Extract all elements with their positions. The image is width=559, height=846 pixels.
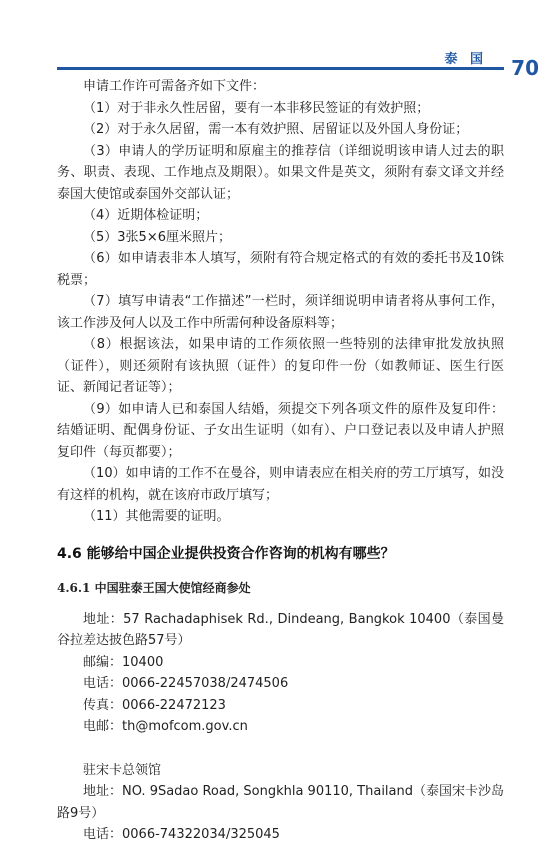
embassy-phone: 电话：0066-22457038/2474506 [83, 676, 289, 691]
embassy-fax: 传真：0066-22472123 [83, 697, 226, 713]
paragraph: （3）申请人的学历证明和原雇主的推荐信（详细说明该申请人过去的职务、职责、表现、工作地点及期限）。如果文件是英文，须附有泰文译文并经泰国大使馆或泰国外交部认证； [57, 143, 504, 202]
paragraph: （8）根据该法，如果申请的工作须依照一些特别的法律审批发放执照（证件），则还须附有该执照（证件）的复印件一份（如教师证、医生行医证、新闻记者证等）； [57, 337, 504, 395]
page-number: 70 [511, 56, 539, 80]
paragraph: （1）对于非永久性居留，要有一本非移民签证的有效护照； [83, 100, 430, 116]
paragraph: （10）如申请的工作不在曼谷，则申请表应在相关府的劳工厅填写，如没有这样的机构，就在该府市政厅填写； [57, 466, 504, 503]
subsection-heading: 4.6.1 中国驻泰王国大使馆经商参处 [57, 580, 251, 595]
paragraph: （9）如申请人已和泰国人结婚，须提交下列各项文件的原件及复印件：结婚证明、配偶身份证、子女出生证明（如有）、户口登记表以及申请人护照复印件（每页都要）； [57, 401, 504, 460]
embassy-email: 电邮：th@mofcom.gov.cn [83, 719, 248, 734]
page-body [57, 70, 504, 846]
paragraph: （7）填写申请表“工作描述”一栏时，须详细说明申请者将从事何工作，该工作涉及何人以及工作中所需何种设备原料等； [57, 294, 504, 331]
paragraph: 申请工作许可需备齐如下文件： [83, 79, 266, 94]
consulate-address: 地址：NO. 9Sadao Road, Songkhla 90110, Thailand（泰国宋卡沙岛路9号） [57, 784, 504, 821]
consulate-name: 驻宋卡总领馆 [83, 762, 162, 778]
paragraph: （11）其他需要的证明。 [83, 509, 230, 524]
embassy-postcode: 邮编：10400 [83, 654, 164, 670]
running-header-title: 泰 国 [444, 52, 487, 67]
block-spacer [57, 738, 504, 760]
consulate-phone: 电话：0066-74322034/325045 [83, 827, 280, 842]
section-heading: 4.6 能够给中国企业提供投资合作咨询的机构有哪些？ [57, 545, 395, 562]
paragraph: （5）3张5×6厘米照片； [83, 229, 231, 245]
paragraph: （6）如申请表非本人填写，须附有符合规定格式的有效的委托书及10铢税票； [57, 251, 504, 288]
paragraph: （4）近期体检证明； [83, 208, 209, 223]
embassy-address: 地址：57 Rachadaphisek Rd., Dindeang, Bangkok 10400（泰国曼谷拉差达披色路57号） [57, 611, 504, 648]
paragraph: （2）对于永久居留，需一本有效护照、居留证以及外国人身份证； [83, 122, 469, 137]
